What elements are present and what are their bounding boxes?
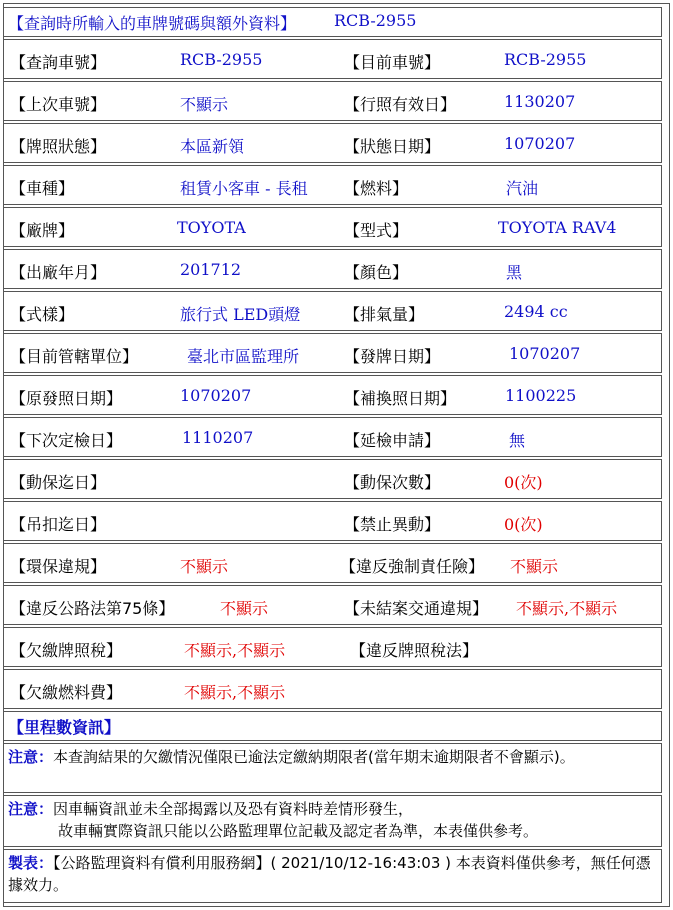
info-row (3, 501, 662, 541)
field-label: 【下次定檢日】 (10, 431, 123, 450)
info-row (3, 291, 662, 331)
field-value: RCB-2955 (504, 50, 587, 69)
field-value: 不顯示,不顯示 (516, 599, 618, 618)
info-row (3, 543, 662, 583)
field-value: 不顯示 (180, 95, 229, 114)
field-value: TOYOTA RAV4 (498, 218, 617, 237)
field-value: 黑 (506, 263, 523, 282)
header-row (3, 7, 662, 37)
field-label: 【欠繳牌照稅】 (10, 641, 123, 660)
field-value: TOYOTA (177, 218, 246, 237)
field-label: 【上次車號】 (10, 95, 107, 114)
field-label: 【原發照日期】 (10, 389, 123, 408)
field-label: 【式樣】 (10, 305, 75, 324)
field-value: 汽油 (506, 179, 539, 198)
field-label: 【環保違規】 (10, 557, 107, 576)
footer-note (3, 849, 662, 903)
field-value: 不顯示 (220, 599, 269, 618)
field-value: 不顯示 (180, 557, 229, 576)
field-label: 【禁止異動】 (344, 515, 441, 534)
field-label: 【排氣量】 (344, 305, 425, 324)
field-value: 1070207 (180, 386, 252, 405)
field-label: 【補換照日期】 (344, 389, 457, 408)
field-label: 【型式】 (344, 221, 409, 240)
info-row (3, 669, 662, 709)
field-value: 臺北市區監理所 (187, 347, 300, 366)
field-value: 不顯示,不顯示 (184, 641, 286, 660)
info-row (3, 123, 662, 163)
info-row (3, 417, 662, 457)
note-arrears (3, 743, 662, 793)
field-value: 本區新領 (180, 137, 245, 156)
info-row (3, 249, 662, 289)
field-label: 【延檢申請】 (344, 431, 441, 450)
field-label: 【狀態日期】 (344, 137, 441, 156)
field-label: 【吊扣迄日】 (10, 515, 107, 534)
field-label: 【動保次數】 (344, 473, 441, 492)
field-label: 【欠繳燃料費】 (10, 683, 123, 702)
mileage-row (3, 711, 662, 741)
info-row (3, 165, 662, 205)
info-row (3, 333, 662, 373)
info-row (3, 207, 662, 247)
field-value: 0(次) (504, 473, 543, 492)
field-label: 【行照有效日】 (344, 95, 457, 114)
footer-prefix: 製表： (8, 854, 54, 872)
field-value: 旅行式 LED頭燈 (180, 305, 301, 324)
field-label: 【未結案交通違規】 (344, 599, 489, 618)
info-row (3, 375, 662, 415)
note-prefix: 注意： (8, 800, 54, 818)
field-label: 【目前管轄單位】 (10, 347, 139, 366)
note-text-line1: 因車輛資訊並未全部揭露以及恐有資料時差情形發生， (53, 800, 414, 818)
note-text-line2: 故車輛實際資訊只能以公路監理單位記載及認定者為準，本表僅供參考。 (58, 822, 539, 840)
field-value: 1070207 (504, 134, 576, 153)
field-value: 不顯示 (510, 557, 559, 576)
header-plate: RCB-2955 (334, 11, 417, 30)
field-label: 【違反牌照稅法】 (350, 641, 479, 660)
field-label: 【車種】 (10, 179, 75, 198)
field-label: 【查詢車號】 (10, 53, 107, 72)
field-value: RCB-2955 (180, 50, 263, 69)
note-disclaimer (3, 795, 662, 847)
field-value: 不顯示,不顯示 (184, 683, 286, 702)
field-label: 【廠牌】 (10, 221, 75, 240)
field-value: 無 (509, 431, 526, 450)
footer-text: 【公路監理資料有償利用服務網】( 2021/10/12-16:43:03 ) 本表資料僅供參考，無任何憑據效力。 (8, 854, 651, 894)
field-value: 租賃小客車 - 長租 (180, 179, 308, 198)
field-value: 0(次) (504, 515, 543, 534)
field-value: 2494 cc (504, 302, 568, 321)
info-row (3, 81, 662, 121)
field-label: 【出廠年月】 (10, 263, 107, 282)
field-label: 【動保迄日】 (10, 473, 107, 492)
field-value: 1130207 (504, 92, 576, 111)
info-row (3, 585, 662, 625)
note-text: 本查詢結果的欠繳情況僅限已逾法定繳納期限者(當年期末逾期限者不會顯示)。 (53, 748, 575, 766)
mileage-title: 【里程數資訊】 (8, 718, 121, 737)
field-label: 【違反公路法第75條】 (10, 599, 175, 618)
field-label: 【燃料】 (344, 179, 409, 198)
info-row (3, 39, 662, 79)
info-row (3, 459, 662, 499)
field-label: 【目前車號】 (344, 53, 441, 72)
header-title: 【查詢時所輸入的車牌號碼與額外資料】 (8, 14, 297, 33)
field-label: 【牌照狀態】 (10, 137, 107, 156)
field-label: 【違反強制責任險】 (340, 557, 485, 576)
info-row (3, 627, 662, 667)
field-value: 1110207 (182, 428, 254, 447)
field-label: 【顏色】 (344, 263, 409, 282)
field-label: 【發牌日期】 (344, 347, 441, 366)
field-value: 201712 (180, 260, 242, 279)
field-value: 1070207 (509, 344, 581, 363)
note-prefix: 注意： (8, 748, 54, 766)
field-value: 1100225 (505, 386, 577, 405)
